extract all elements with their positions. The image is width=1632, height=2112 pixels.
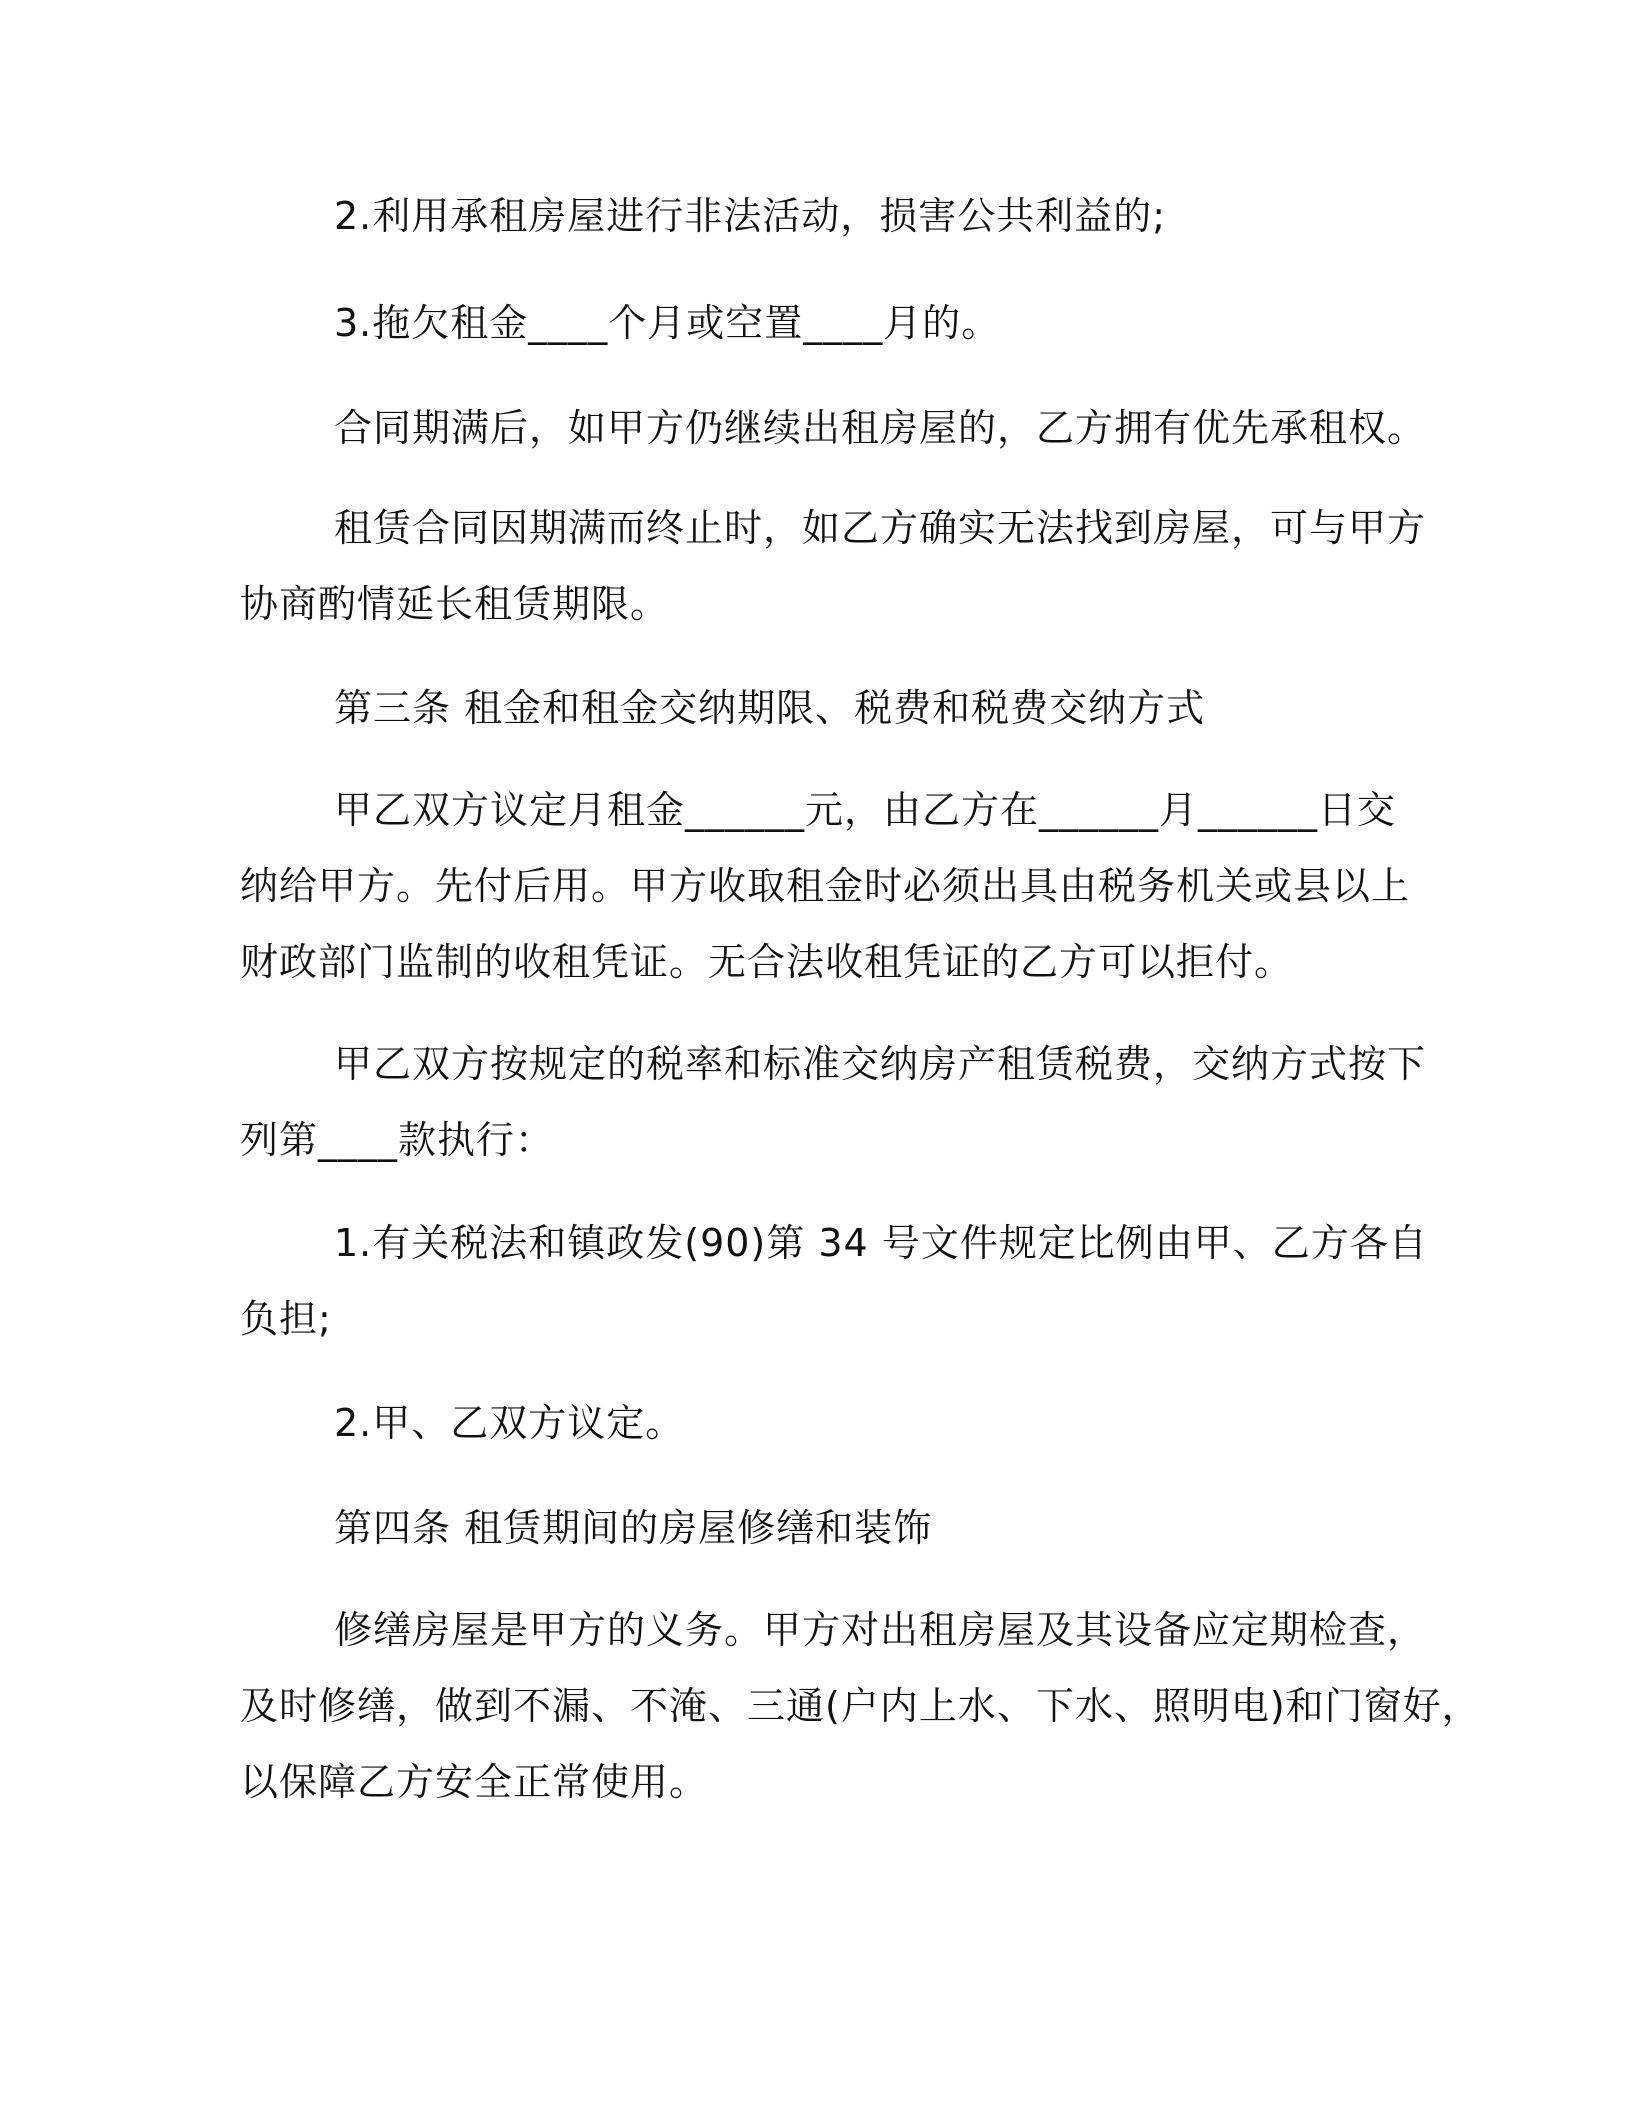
heading-article-3 — [240, 670, 1420, 746]
text-line: 负担; — [240, 1297, 332, 1341]
paragraph-tax-option-1 — [240, 1205, 1428, 1357]
text-line: 财政部门监制的收租凭证。无合法收租凭证的乙方可以拒付。 — [240, 940, 1294, 984]
text-line: 2.甲、乙双方议定。 — [334, 1401, 685, 1445]
paragraph-rent-payment — [240, 772, 1420, 1000]
text-line: 修缮房屋是甲方的义务。甲方对出租房屋及其设备应定期检查， — [334, 1608, 1427, 1652]
text-line: 第四条 租赁期间的房屋修缮和装饰 — [334, 1506, 933, 1550]
text-line: 第三条 租金和租金交纳期限、税费和税费交纳方式 — [334, 686, 1206, 730]
paragraph-extension — [240, 490, 1427, 642]
paragraph-clause-2 — [240, 178, 1420, 254]
paragraph-clause-3 — [240, 285, 1420, 361]
paragraph-repair-duty — [240, 1592, 1481, 1820]
text-line: 列第____款执行： — [240, 1118, 555, 1162]
text-line: 以保障乙方安全正常使用。 — [240, 1760, 709, 1804]
text-line: 纳给甲方。先付后用。甲方收取租金时必须出具由税务机关或县以上 — [240, 864, 1411, 908]
text-line: 3.拖欠租金____个月或空置____月的。 — [334, 301, 1001, 345]
text-line: 协商酌情延长租赁期限。 — [240, 582, 670, 626]
text-line: 租赁合同因期满而终止时，如乙方确实无法找到房屋，可与甲方 — [334, 506, 1427, 550]
paragraph-tax-option-2 — [240, 1385, 1420, 1461]
text-line: 甲乙双方按规定的税率和标准交纳房产租赁税费，交纳方式按下 — [334, 1042, 1427, 1086]
paragraph-priority-lease — [240, 390, 1427, 466]
paragraph-tax-payment — [240, 1026, 1427, 1178]
text-line: 2.利用承租房屋进行非法活动，损害公共利益的; — [334, 194, 1167, 238]
text-line: 甲乙双方议定月租金______元，由乙方在______月______日交 — [334, 788, 1397, 832]
text-line: 合同期满后，如甲方仍继续出租房屋的，乙方拥有优先承租权。 — [334, 406, 1427, 450]
text-line: 1.有关税法和镇政发(90)第 34 号文件规定比例由甲、乙方各自 — [334, 1221, 1428, 1265]
heading-article-4 — [240, 1490, 1420, 1566]
text-line: 及时修缮，做到不漏、不淹、三通(户内上水、下水、照明电)和门窗好， — [240, 1684, 1481, 1728]
